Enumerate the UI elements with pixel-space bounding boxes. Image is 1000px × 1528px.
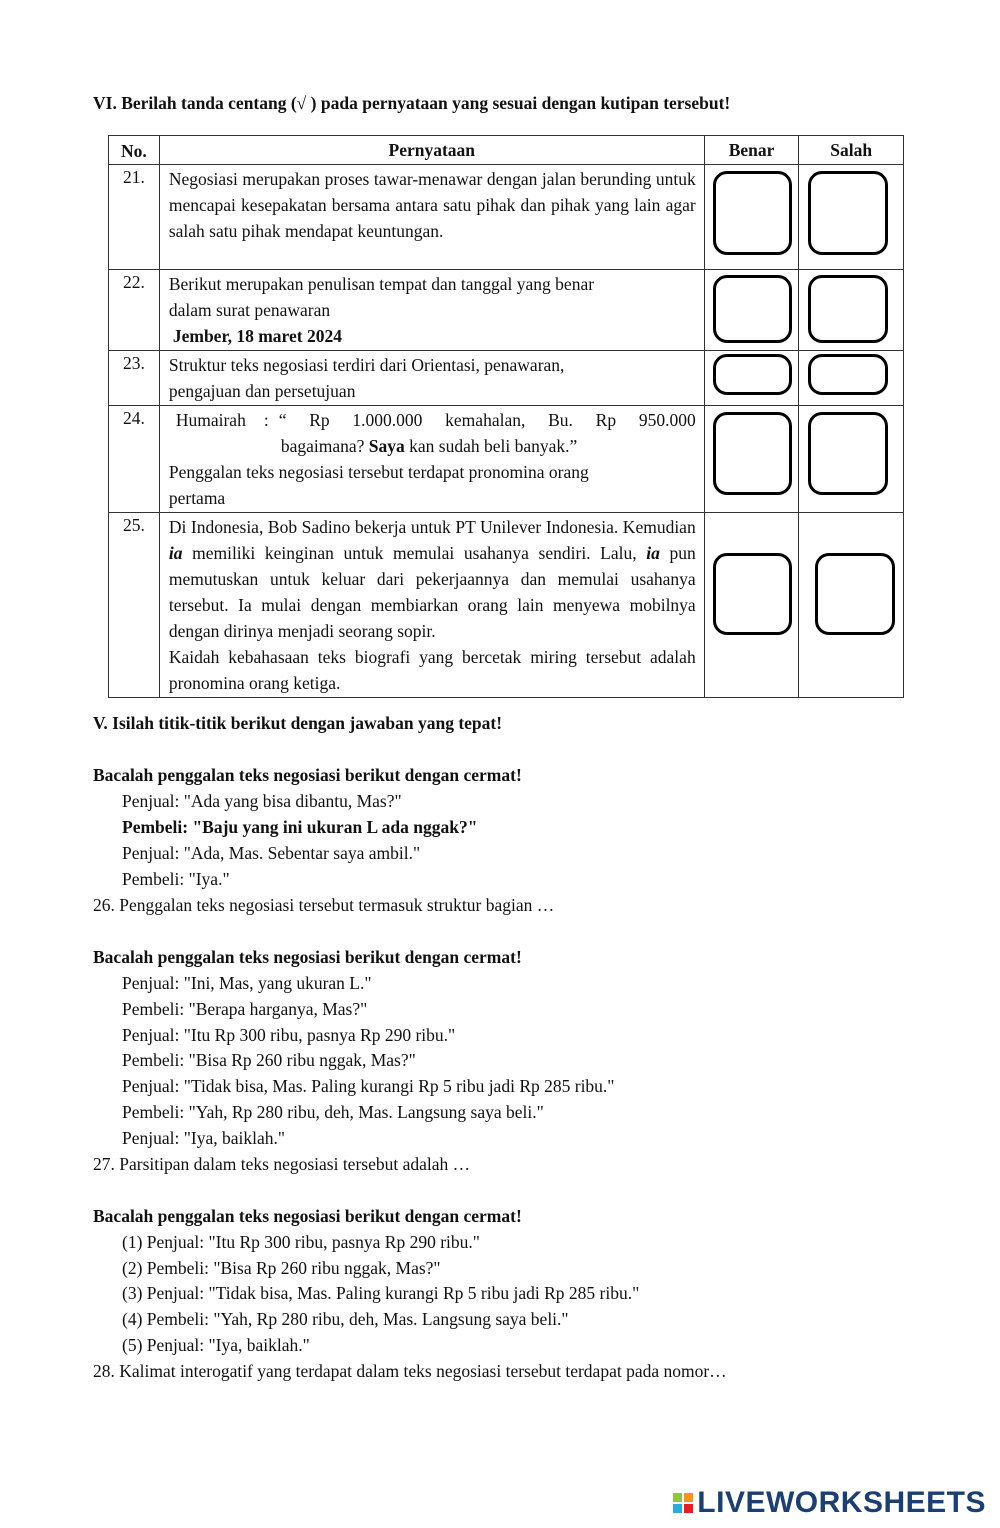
speaker-colon: : [263,410,269,430]
statement-24-line4: pertama [168,488,226,508]
section-5-title: V. Isilah titik-titik berikut dengan jawaban yang tepat! [93,713,503,733]
table-row-25 [109,513,904,698]
liveworksheets-logo [673,1486,986,1520]
header-no: No. [109,136,160,165]
logo-grid-icon [673,1493,693,1513]
instruction-26: Bacalah penggalan teks negosiasi berikut dengan cermat! [93,765,522,785]
row-number: 25. [109,513,160,698]
dialogue-line1: “ Rp 1.000.000 kemahalan, Bu. Rp 950.000 [278,410,696,430]
answer-box-true-22[interactable] [713,275,792,343]
question-26: 26. Penggalan teks negosiasi tersebut termasuk struktur bagian … [93,895,555,915]
header-false: Salah [799,136,904,165]
dialogue-27-line3: Penjual: "Itu Rp 300 ribu, pasnya Rp 290 ribu." [122,1025,456,1045]
dialogue-28-line3: (3) Penjual: "Tidak bisa, Mas. Paling kurangi Rp 5 ribu jadi Rp 285 ribu." [122,1283,640,1303]
dialogue-28-line4: (4) Pembeli: "Yah, Rp 280 ribu, deh, Mas. Langsung saya beli." [122,1309,569,1329]
row-number: 22. [109,270,160,351]
row-number: 23. [109,351,160,406]
dialogue-26-line2: Pembeli: "Baju yang ini ukuran L ada nggak?" [122,817,478,837]
table-row-23 [109,351,904,406]
italic-pronoun: ia [646,543,660,563]
dialogue-26-line3: Penjual: "Ada, Mas. Sebentar saya ambil." [122,843,421,863]
dialogue-26-line1: Penjual: "Ada yang bisa dibantu, Mas?" [122,791,402,811]
statement-22-date: Jember, 18 maret 2024 [172,326,342,346]
italic-pronoun: ia [168,543,183,563]
answer-box-false-23[interactable] [808,354,888,395]
dialogue-line2: bagaimana? Saya kan sudah beli banyak.” [280,436,578,456]
row-number: 24. [109,406,160,513]
statement-22-line2: dalam surat penawaran [168,300,331,320]
speaker-name: Humairah [175,410,246,430]
dialogue-27-line4: Pembeli: "Bisa Rp 260 ribu nggak, Mas?" [122,1050,416,1070]
statement-24-line3: Penggalan teks negosiasi tersebut terdapat pronomina orang [168,462,589,482]
statement-21: Negosiasi merupakan proses tawar-menawar dengan jalan berunding untuk mencapai kesepakatan bersama antara satu pihak dan pihak yang lain agar salah satu pihak mendapat keuntungan. [168,169,696,241]
dialogue-27-line1: Penjual: "Ini, Mas, yang ukuran L." [122,973,372,993]
row-number: 21. [109,165,160,270]
instruction-27: Bacalah penggalan teks negosiasi berikut dengan cermat! [93,947,522,967]
question-27: 27. Parsitipan dalam teks negosiasi tersebut adalah … [93,1154,471,1174]
dialogue-27-line6: Pembeli: "Yah, Rp 280 ribu, deh, Mas. Langsung saya beli." [122,1102,544,1122]
table-row-24 [109,406,904,513]
answer-box-true-25[interactable] [713,553,792,635]
statement-22-line1: Berikut merupakan penulisan tempat dan tanggal yang benar [168,274,595,294]
dialogue-27-line2: Pembeli: "Berapa harganya, Mas?" [122,999,368,1019]
dialogue-28-line2: (2) Pembeli: "Bisa Rp 260 ribu nggak, Mas?" [122,1258,441,1278]
statement-23-line2: pengajuan dan persetujuan [168,381,356,401]
answer-box-false-22[interactable] [808,275,888,343]
bold-pronoun: Saya [368,436,405,456]
answer-box-true-21[interactable] [713,171,792,255]
answer-box-true-24[interactable] [713,412,792,495]
answer-box-false-25[interactable] [815,553,895,635]
question-28: 28. Kalimat interogatif yang terdapat dalam teks negosiasi tersebut terdapat pada nomor… [93,1361,727,1381]
header-statement: Pernyataan [159,136,704,165]
dialogue-26-line4: Pembeli: "Iya." [122,869,230,889]
table-header-row [109,136,904,165]
answer-box-false-21[interactable] [808,171,888,255]
logo-text: LIVEWORKSHEETS [697,1486,986,1519]
dialogue-27-line5: Penjual: "Tidak bisa, Mas. Paling kurangi Rp 5 ribu jadi Rp 285 ribu." [122,1076,615,1096]
table-row-22 [109,270,904,351]
statement-25-question: Kaidah kebahasaan teks biografi yang bercetak miring tersebut adalah pronomina orang ketiga. [168,647,696,693]
table-row-21 [109,165,904,270]
dialogue-28-line5: (5) Penjual: "Iya, baiklah." [122,1335,310,1355]
dialogue-28-line1: (1) Penjual: "Itu Rp 300 ribu, pasnya Rp 290 ribu." [122,1232,480,1252]
true-false-table [108,135,904,698]
instruction-28: Bacalah penggalan teks negosiasi berikut dengan cermat! [93,1206,522,1226]
answer-box-true-23[interactable] [713,354,792,395]
statement-25-paragraph: Di Indonesia, Bob Sadino bekerja untuk PT Unilever Indonesia. Kemudian ia memiliki keinginan untuk memulai usahanya sendiri. Lalu, ia pun memutuskan untuk keluar dari pekerjaannya dan memulai usahanya tersebut. Ia mulai dengan membiarkan orang lain menyewa mobilnya dengan dirinya menjadi seorang sopir. [168,517,696,641]
statement-23-line1: Struktur teks negosiasi terdiri dari Orientasi, penawaran, [168,355,565,375]
header-true: Benar [704,136,799,165]
answer-box-false-24[interactable] [808,412,888,495]
section-6-title: VI. Berilah tanda centang (√ ) pada pernyataan yang sesuai dengan kutipan tersebut! [93,93,731,113]
dialogue-27-line7: Penjual: "Iya, baiklah." [122,1128,285,1148]
